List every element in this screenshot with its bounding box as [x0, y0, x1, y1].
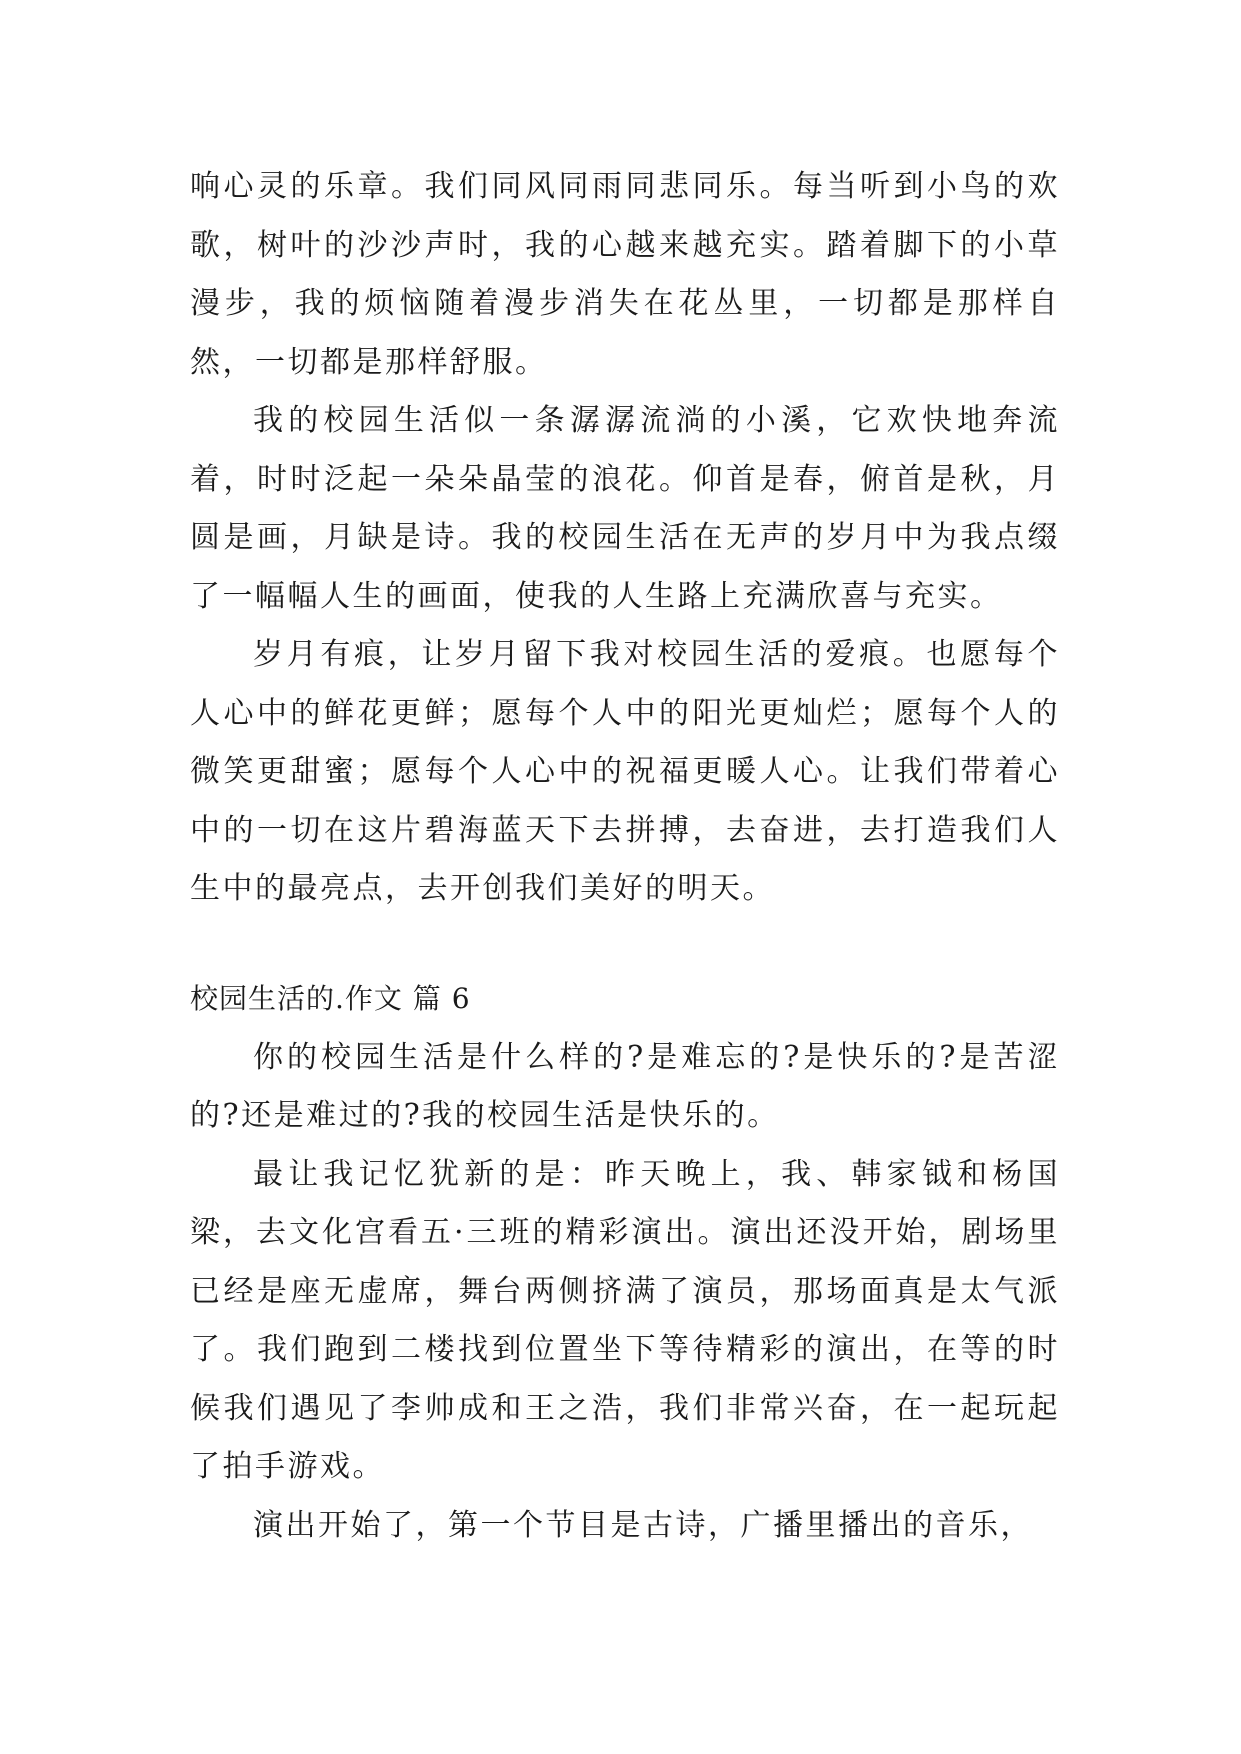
paragraph-6: 演出开始了，第一个节目是古诗，广播里播出的音乐，: [253, 1507, 1033, 1543]
paragraph-3: 岁月有痕，让岁月留下我对校园生活的爱痕。也愿每个人心中的鲜花更鲜；愿每个人中的阳光更灿烂；愿每个人的微笑更甜蜜；愿每个人心中的祝福更暖人心。让我们带着心中的一切在这片碧海蓝天下去拼搏，去奋进，去打造我们人生中的最亮点，去开创我们美好的明天。: [190, 637, 1060, 906]
paragraph-1: 响心灵的乐章。我们同风同雨同悲同乐。每当听到小鸟的欢歌，树叶的沙沙声时，我的心越来越充实。踏着脚下的小草漫步，我的烦恼随着漫步消失在花丛里，一切都是那样自然，一切都是那样舒服。: [190, 169, 1060, 380]
document-page: [190, 158, 1060, 1555]
paragraph-2: 我的校园生活似一条潺潺流淌的小溪，它欢快地奔流着，时时泛起一朵朵晶莹的浪花。仰首是春，俯首是秋，月圆是画，月缺是诗。我的校园生活在无声的岁月中为我点缀了一幅幅人生的画面，使我的人生路上充满欣喜与充实。: [190, 403, 1060, 614]
paragraph-5: 最让我记忆犹新的是：昨天晚上，我、韩家钺和杨国梁，去文化宫看五·三班的精彩演出。演出还没开始，剧场里已经是座无虚席，舞台两侧挤满了演员，那场面真是太气派了。我们跑到二楼找到位置坐下等待精彩的演出，在等的时候我们遇见了李帅成和王之浩，我们非常兴奋，在一起玩起了拍手游戏。: [190, 1156, 1060, 1484]
section-heading: 校园生活的.作文 篇 6: [190, 981, 471, 1015]
paragraph-4: 你的校园生活是什么样的?是难忘的?是快乐的?是苦涩的?还是难过的?我的校园生活是快乐的。: [190, 1039, 1060, 1133]
